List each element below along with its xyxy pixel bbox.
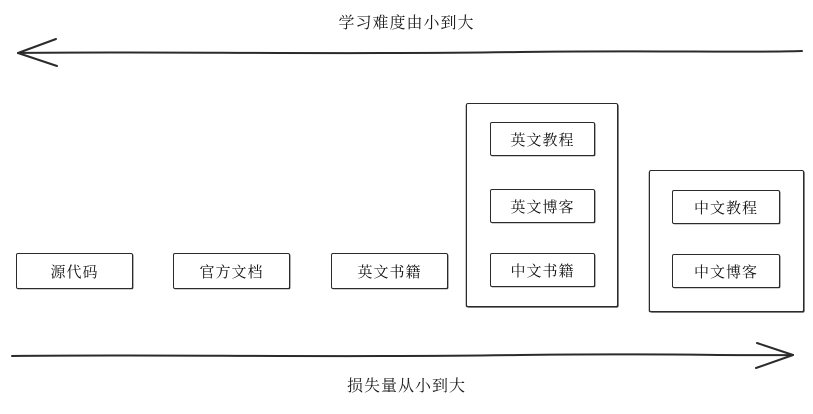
node-english-books[interactable] xyxy=(331,253,448,289)
node-label: 官方文档 xyxy=(199,262,264,281)
node-official-docs[interactable] xyxy=(173,253,290,289)
node-label: 英文教程 xyxy=(510,130,575,149)
top-arrow-icon xyxy=(18,39,802,66)
node-english-blog[interactable] xyxy=(490,189,595,223)
node-label: 中文书籍 xyxy=(510,261,575,280)
node-label: 英文书籍 xyxy=(357,262,422,281)
node-label: 中文教程 xyxy=(693,198,758,217)
node-chinese-blog[interactable] xyxy=(672,254,780,288)
node-english-tutorial[interactable] xyxy=(490,122,595,156)
node-label: 中文博客 xyxy=(693,262,758,281)
node-label: 英文博客 xyxy=(510,197,575,216)
node-chinese-tutorial[interactable] xyxy=(672,190,780,224)
node-source-code[interactable] xyxy=(16,253,133,289)
node-label: 源代码 xyxy=(50,262,99,281)
bottom-axis-caption: 损失量从小到大 xyxy=(346,376,466,395)
bottom-arrow-icon xyxy=(12,343,793,368)
node-chinese-books[interactable] xyxy=(490,253,595,287)
top-axis-caption: 学习难度由小到大 xyxy=(338,13,475,32)
